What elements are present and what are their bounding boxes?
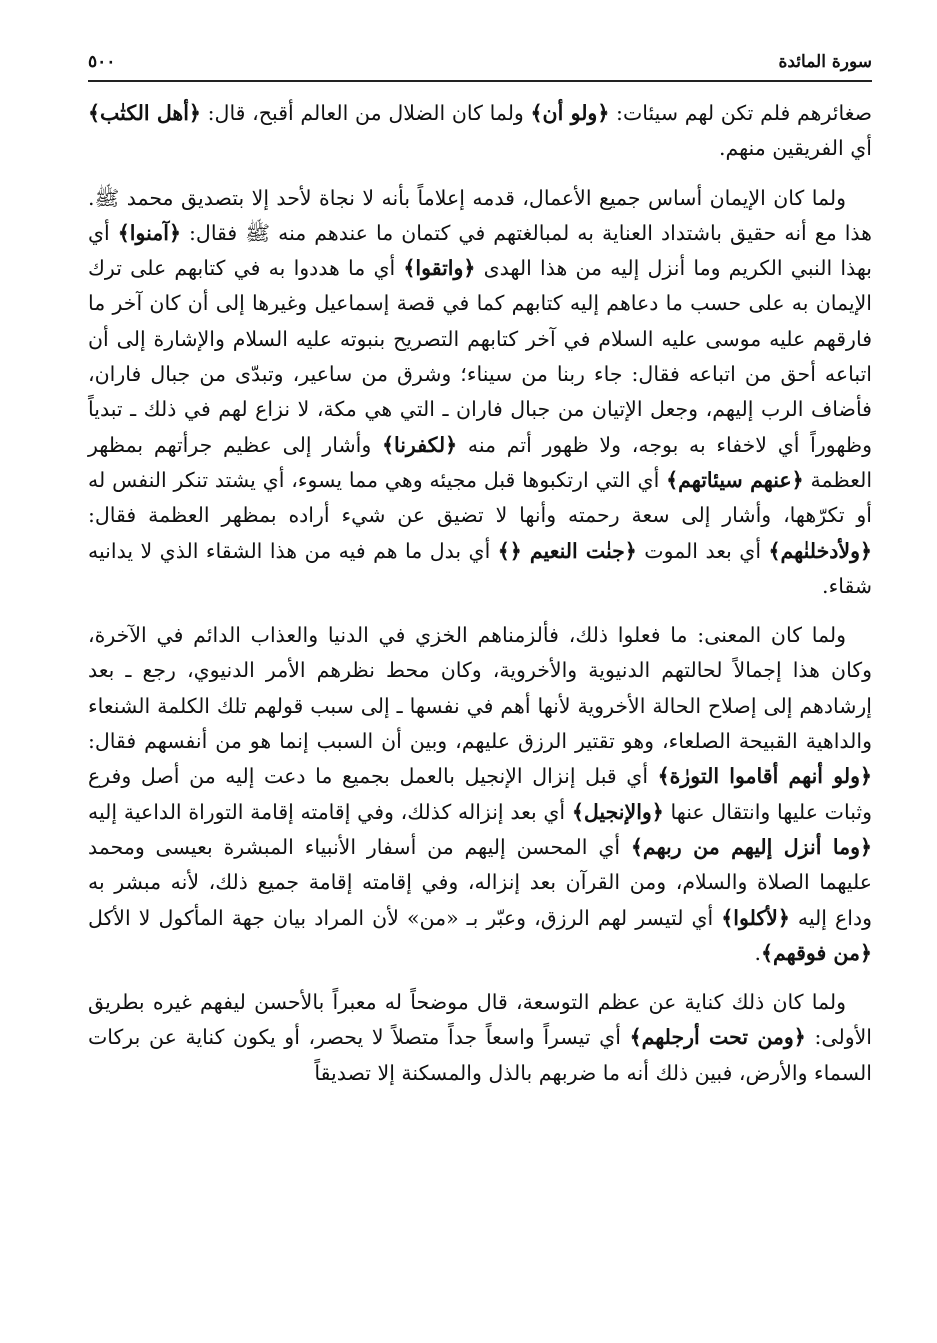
text-run: أي المحسن إليهم من أسفار الأنبياء المبشرة بعيسى ومحمد عليهما الصلاة والسلام، ومن القرآن بعد إنزاله، وفي إقامته إقامة جميع ذلك، لأنه مبشر به وداع إليه [88, 834, 872, 930]
text-run: ولما كان المعنى: ما فعلوا ذلك، فألزمناهم الخزي في الدنيا والعذاب الدائم في الآخرة، وكان هذا إجمالاً لحالتهم الدنيوية والأخروية، وكان محط نظرهم الأمر الدنيوي، رجع ـ بعد إرشادهم إلى إصلاح الحالة الأخروية لأنها أهم في نفسها ـ إلى سبب قولهم تلك الكلمة الشنعاء والداهية القبيحة الصلعاء، وهو تقتير الرزق عليهم، وبين أن السبب إنما هو من أنفسهم فقال: [88, 623, 872, 754]
text-run: أي لتيسر لهم الرزق، وعبّر بـ «من» لأن المراد بيان جهة المأكول لا الأكل [88, 905, 722, 930]
page-header [88, 52, 872, 82]
text-run: ولما كان الضلال من العالم أقبح، قال: [200, 101, 531, 125]
paragraph [88, 96, 872, 167]
quran-quote: ﴿وما أنزل إليهم من ربهم﴾ [630, 834, 872, 859]
quran-quote: ﴿جنٰت النعيم ﴿﴾ [497, 538, 637, 563]
text-run: أي قبل إنزال الإنجيل بالعمل بجميع ما دعت إليه من أصل وفرع وثبات عليها وانتقال عنها [88, 764, 872, 824]
text-run: وأشار إلى عظيم جرأتهم بمظهر العظمة [88, 432, 873, 492]
quran-quote: ﴿ولأدخلنٰهم﴾ [768, 538, 872, 563]
text-run: صغائرهم فلم تكن لهم سيئات: [609, 101, 873, 125]
text-run: . [754, 940, 761, 965]
quran-quote: ﴿من فوقهم﴾ [760, 940, 872, 965]
quran-quote: ﴿لأكلوا﴾ [721, 905, 790, 930]
quran-quote: ﴿أهل الكتٰب﴾ [88, 101, 201, 125]
text-run: أي الفريقين منهم. [718, 136, 872, 161]
quran-quote: ﴿ومن تحت أرجلهم﴾ [629, 1025, 806, 1050]
text-run: ولما كان ذلك كناية عن عظم التوسعة، قال موضحاً له معبراً بالأحسن ليفهم غيره بطريق الأولى: [88, 990, 873, 1050]
page-number: ٥٠٠ [88, 52, 116, 72]
paragraph [88, 181, 872, 605]
quran-quote: ﴿لكفرنا﴾ [381, 432, 458, 457]
text-run: أي بهذا النبي الكريم وما أنزل إليه من هذا الهدى [88, 220, 872, 281]
paragraph [88, 985, 872, 1091]
page-body [88, 96, 872, 1105]
text-run: أي بعد إنزاله كذلك، وفي إقامته إقامة التوراة الداعية إليه [88, 799, 572, 824]
paragraph [88, 618, 872, 971]
text-run: أي التي ارتكبوها قبل مجيئه وهي مما يسوء، أي يشتد تنكر النفس له أو تكرّهها، وأشار إلى سعة رحمته وأنها لا تضيق عن شيء أراده بمظهر العظمة فقال: [88, 467, 872, 528]
quran-quote: ﴿واتقوا﴾ [403, 256, 476, 281]
text-run: أي تيسراً واسعاً جداً متصلاً لا يحصر، أو يكون كناية عن بركات السماء والأرض، فبين ذلك أنه ما ضربهم بالذل والمسكنة إلا تصديقاً [88, 1025, 872, 1085]
quran-quote: ﴿عنهم سيئاتهم﴾ [666, 467, 804, 492]
text-run: ولما كان الإيمان أساس جميع الأعمال، قدمه إعلاماً بأنه لا نجاة لأحد إلا بتصديق محمد ﷺ. هذا مع أنه حقيق باشتداد العناية به لمبالغتهم في كتمان ما عندهم منه ﷺ فقال: [88, 185, 872, 245]
quran-quote: ﴿ولو أنهم أقاموا التورٰة﴾ [657, 764, 872, 789]
text-run: أي بدل ما هم فيه من هذا الشقاء الذي لا يدانيه شقاء. [88, 538, 872, 598]
surah-title: سورة المائدة [778, 52, 872, 72]
text-run: أي ما هددوا به في كتابهم على ترك الإيمان به على حسب ما دعاهم إليه كتابهم كما في قصة إسماعيل وغيرها إلى أن كان آخر ما فارقهم عليه موسى عليه السلام في آخر كتابهم التصريح بنبوته عليه السلام والإشارة إلى أن اتباعه أحق من اتباعه فقال: جاء ربنا من سيناء؛ وشرق من ساعير، وتبدّى من جبال فاران، فأضاف الرب إليهم، وجعل الإتيان من جبال فاران ـ التي هي مكة، لا نزاع لهم في ذلك ـ تبدياً وظهوراً أي لاخفاء به بوجه، ولا ظهور أتم منه [88, 256, 872, 457]
quran-quote: ﴿والإنجيل﴾ [571, 799, 664, 824]
quran-quote: ﴿ولو أن﴾ [530, 101, 610, 125]
text-run: أي بعد الموت [636, 538, 769, 563]
quran-quote: ﴿آمنوا﴾ [117, 220, 181, 245]
